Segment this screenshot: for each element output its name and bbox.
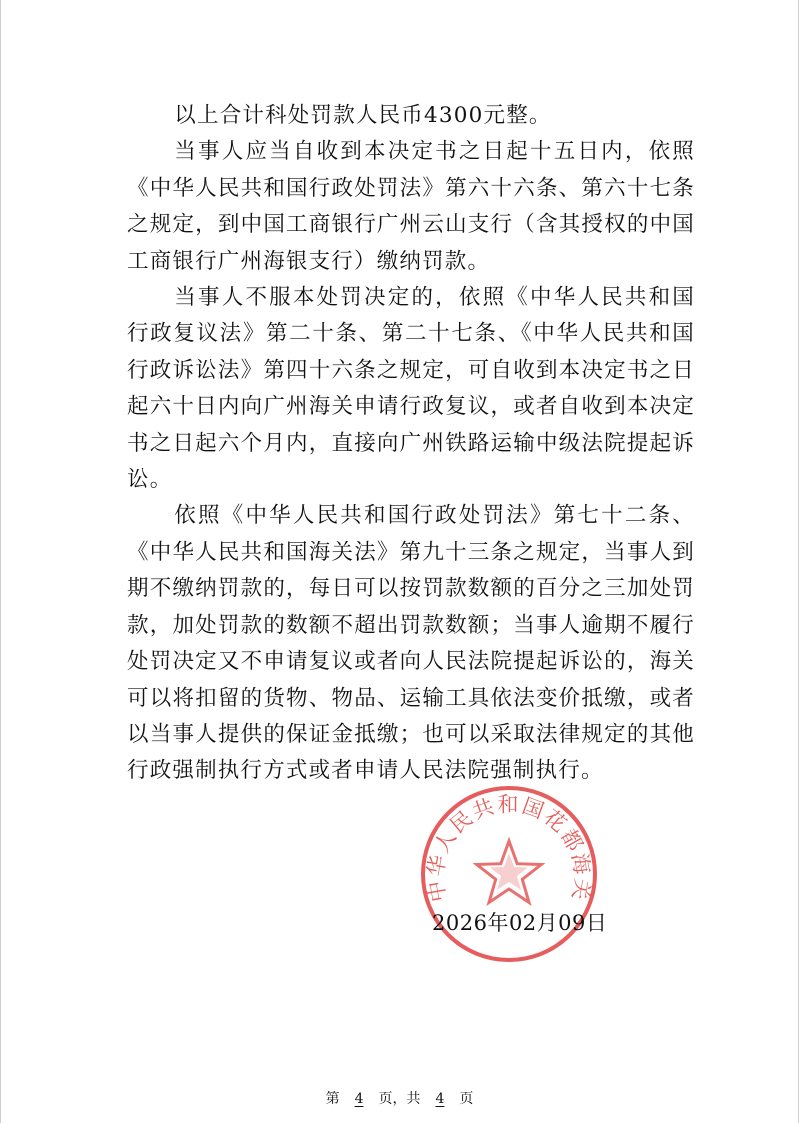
footer-page-number: 4 xyxy=(354,1091,364,1107)
paragraph-appeal: 当事人不服本处罚决定的，依照《中华人民共和国行政复议法》第二十条、第二十七条、《中华人民共和国行政诉讼法》第四十六条之规定，可自收到本决定书之日起六十日内向广州海关申请行政复议，或者自收到本决定书之日起六个月内，直接向广州铁路运输中级法院提起诉讼。 xyxy=(127,285,695,493)
paragraph-enforcement: 依照《中华人民共和国行政处罚法》第七十二条、《中华人民共和国海关法》第九十三条之规定，当事人到期不缴纳罚款的，每日可以按罚款数额的百分之三加处罚款，加处罚款的数额不超出罚款数额；当事人逾期不履行处罚决定又不申请复议或者向人民法院提起诉讼的，海关可以将扣留的货物、物品、运输工具依法变价抵缴，或者以当事人提供的保证金抵缴；也可以采取法律规定的其他行政强制执行方式或者申请人民法院强制执行。 xyxy=(127,503,695,784)
footer-total-pages: 4 xyxy=(435,1091,445,1107)
paragraph-payment: 当事人应当自收到本决定书之日起十五日内，依照《中华人民共和国行政处罚法》第六十六条、第六十七条之规定，到中国工商银行广州云山支行（含其授权的中国工商银行广州海银支行）缴纳罚款。 xyxy=(127,139,695,274)
document-date: 2026年02月09日 xyxy=(432,911,608,935)
seal-graphic xyxy=(418,783,600,965)
footer-middle: 页，共 xyxy=(378,1091,421,1107)
svg-text:中华人民共和国花都海关: 中华人民共和国花都海关 xyxy=(423,792,595,904)
footer-suffix: 页 xyxy=(459,1091,474,1107)
page-edge-left xyxy=(0,0,1,1123)
document-body xyxy=(127,98,695,790)
footer-prefix: 第 xyxy=(325,1091,340,1107)
paragraph-fine-total: 以上合计科处罚款人民币4300元整。 xyxy=(174,103,552,128)
official-seal xyxy=(418,783,600,965)
page-footer xyxy=(0,1088,799,1108)
